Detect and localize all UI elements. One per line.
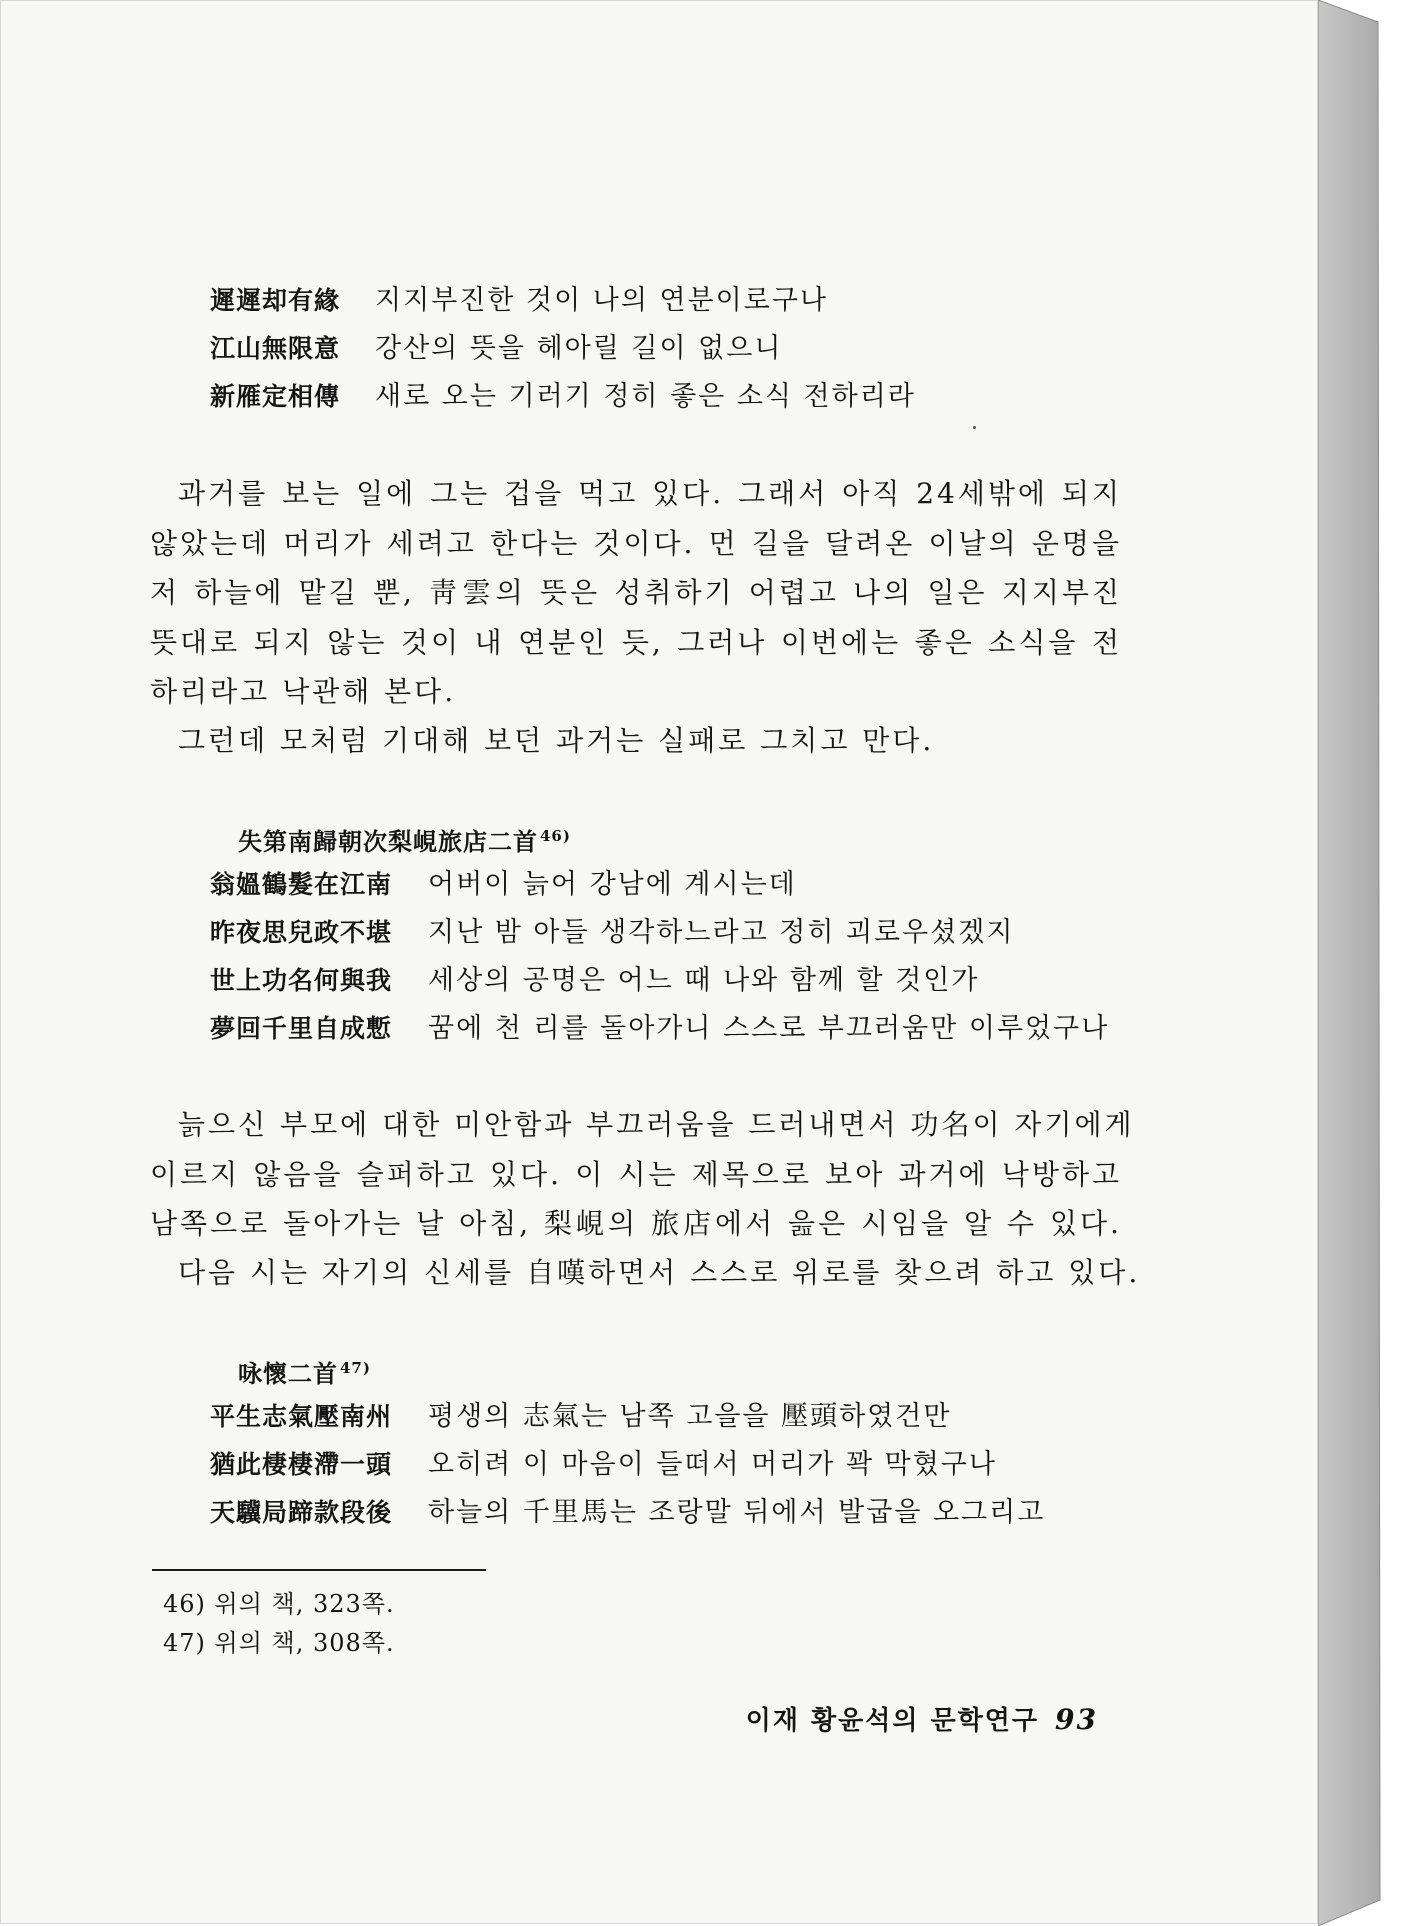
- korean-translation: 하늘의 千里馬는 조랑말 뒤에서 발굽을 오그리고: [428, 1497, 1046, 1528]
- text-line: 저 하늘에 맡길 뿐, 靑雲의 뜻은 성취하기 어렵고 나의 일은 지지부진: [150, 576, 1122, 609]
- book-title: 이재 황윤석의 문학연구: [745, 1706, 1040, 1736]
- text-line: 남쪽으로 돌아가는 날 아침, 梨峴의 旅店에서 읊은 시임을 알 수 있다.: [150, 1207, 1122, 1240]
- hanja-verse: 昨夜思兒政不堪: [210, 918, 393, 947]
- korean-translation: 강산의 뜻을 헤아릴 길이 없으니: [375, 333, 783, 364]
- hanja-verse: 猶此棲棲滯一頭: [210, 1450, 393, 1479]
- poem-title-text: 失第南歸朝次梨峴旅店二首: [238, 827, 538, 856]
- footnotes: [163, 1585, 395, 1663]
- hanja-verse: 新雁定相傳: [210, 382, 341, 411]
- text-line: 다음 시는 자기의 신세를 自嘆하면서 스스로 위로를 찾으려 하고 있다.: [178, 1256, 1141, 1289]
- korean-translation: 어버이 늙어 강남에 계시는데: [428, 869, 797, 900]
- text-line: 과거를 보는 일에 그는 겁을 먹고 있다. 그래서 아직 24세밖에 되지: [178, 477, 1122, 510]
- footnote: 46) 위의 책, 323쪽.: [163, 1590, 395, 1618]
- text-line: 하리라고 낙관해 본다.: [150, 675, 457, 708]
- footnote-marker: 47): [340, 1359, 371, 1377]
- poem-title-text: 咏懷二首: [238, 1359, 338, 1388]
- hanja-verse: 夢回千里自成慙: [210, 1014, 393, 1043]
- korean-translation: 오히려 이 마음이 들떠서 머리가 꽉 막혔구나: [428, 1449, 997, 1480]
- korean-translation: 평생의 志氣는 남쪽 고을을 壓頭하였건만: [428, 1401, 952, 1432]
- korean-translation: 지난 밤 아들 생각하느라고 정히 괴로우셨겠지: [428, 917, 1015, 948]
- hanja-verse: 遲遲却有緣: [210, 286, 341, 315]
- paragraph-2: [150, 716, 1122, 766]
- korean-translation: 새로 오는 기러기 정히 좋은 소식 전하리라: [375, 381, 916, 412]
- korean-translation: 꿈에 천 리를 돌아가니 스스로 부끄러움만 이루었구나: [428, 1013, 1110, 1044]
- hanja-verse: 翁媼鶴髮在江南: [210, 870, 393, 899]
- footnote: 47) 위의 책, 308쪽.: [163, 1629, 395, 1657]
- paragraph-4: [150, 1248, 1141, 1298]
- paragraph-3: [150, 1100, 1135, 1249]
- text-line: 그런데 모처럼 기대해 보던 과거는 실패로 그치고 만다.: [178, 724, 935, 757]
- print-speck: [973, 426, 976, 429]
- page-number: 93: [1055, 1703, 1098, 1736]
- text-line: 이르지 않음을 슬퍼하고 있다. 이 시는 제목으로 보아 과거에 낙방하고: [150, 1157, 1122, 1191]
- footnote-divider: [152, 1569, 486, 1571]
- footnote-marker: 46): [540, 827, 571, 845]
- text-line: 뜻대로 되지 않는 것이 내 연분인 듯, 그러나 이번에는 좋은 소식을 전: [150, 625, 1122, 659]
- text-line: 늙으신 부모에 대한 미안함과 부끄러움을 드러내면서 功名이 자기에게: [178, 1108, 1135, 1141]
- page-edge: [1318, 0, 1403, 1926]
- hanja-verse: 世上功名何與我: [210, 966, 393, 995]
- poem-2-title: [238, 822, 571, 857]
- hanja-verse: 江山無限意: [210, 334, 341, 363]
- text-line: 않았는데 머리가 세려고 한다는 것이다. 먼 길을 달려온 이날의 운명을: [150, 526, 1122, 560]
- paragraph-1: [150, 469, 1122, 717]
- korean-translation: 지지부진한 것이 나의 연분이로구나: [375, 285, 828, 316]
- korean-translation: 세상의 공명은 어느 때 나와 함께 할 것인가: [428, 965, 980, 996]
- poem-3-title: [238, 1354, 371, 1389]
- hanja-verse: 天驥局蹄款段後: [210, 1498, 393, 1527]
- hanja-verse: 平生志氣壓南州: [210, 1402, 393, 1431]
- running-footer: [746, 1700, 1098, 1737]
